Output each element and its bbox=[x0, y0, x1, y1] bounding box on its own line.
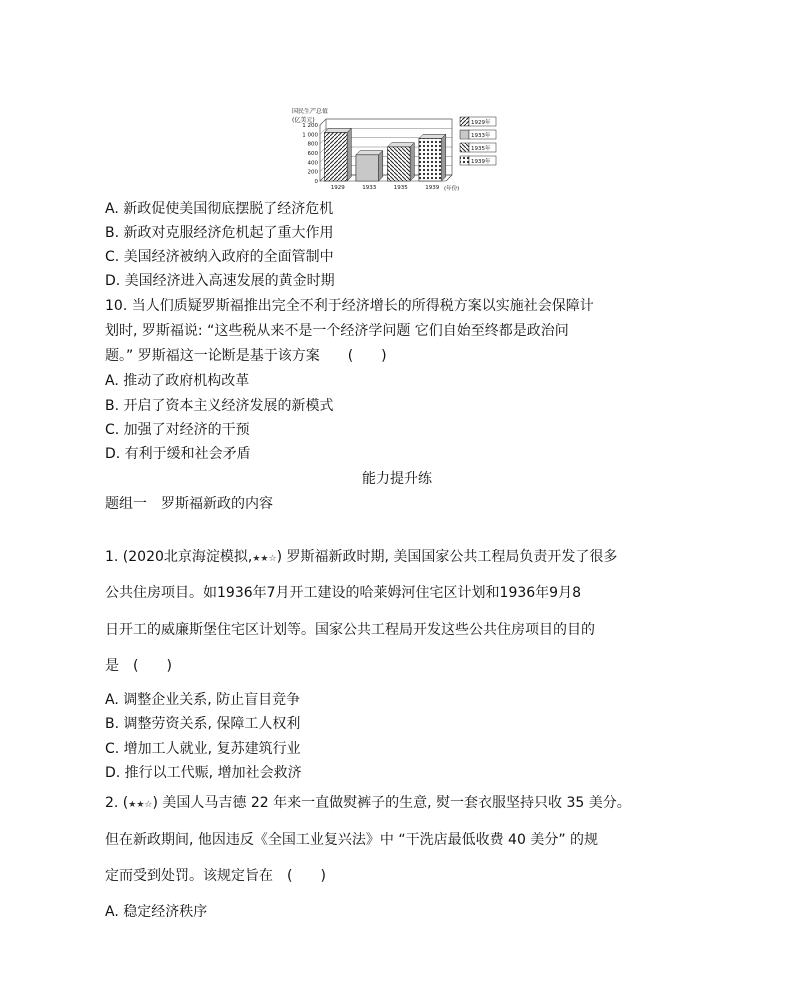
bar-front bbox=[356, 155, 379, 181]
bar-1939 bbox=[419, 134, 446, 181]
q10-option-d: D. 有利于缓和社会矛盾 bbox=[105, 446, 251, 462]
q10-stem-line-1: 10. 当人们质疑罗斯福推出完全不利于经济增长的所得税方案以实施社会保障计 bbox=[105, 298, 594, 314]
bar-side bbox=[442, 134, 446, 181]
q9-option-b: B. 新政对克服经济危机起了重大作用 bbox=[105, 225, 334, 241]
y-tick-label: 0 bbox=[314, 179, 318, 185]
bar-front bbox=[387, 147, 410, 181]
legend-label: 1939年 bbox=[471, 159, 491, 165]
bar-top bbox=[356, 151, 383, 155]
y-tick-label: 1 200 bbox=[302, 123, 318, 129]
q10-option-a: A. 推动了政府机构改革 bbox=[105, 373, 250, 389]
q2-stem-line-2: 但在新政期间, 他因违反《全国工业复兴法》中 “干洗店最低收费 40 美分” 的规 bbox=[105, 832, 599, 848]
x-tick-label: 1935 bbox=[393, 185, 408, 191]
chart-x-label: (年份) bbox=[444, 186, 460, 192]
q2-stem-text: ) 美国人马吉德 22 年来一直做熨裤子的生意, 熨一套衣服坚持只收 35 美分。 bbox=[152, 795, 631, 811]
q9-option-c: C. 美国经济被纳入政府的全面管制中 bbox=[105, 249, 334, 265]
legend-swatch bbox=[460, 156, 469, 165]
x-tick-label: 1929 bbox=[330, 185, 345, 191]
bar-side bbox=[410, 143, 414, 181]
bar-side bbox=[347, 128, 351, 181]
legend-swatch bbox=[460, 130, 469, 139]
section-title: 能力提升练 bbox=[362, 471, 432, 487]
q2-number: 2. ( bbox=[105, 795, 129, 811]
bar-1935 bbox=[387, 143, 414, 181]
legend-label: 1933年 bbox=[471, 133, 491, 139]
q1-option-d: D. 推行以工代赈, 增加社会救济 bbox=[105, 765, 302, 781]
group-title: 题组一 罗斯福新政的内容 bbox=[105, 496, 273, 512]
q10-stem-line-2: 划时, 罗斯福说: “这些税从来不是一个经济学问题 它们自始至终都是政治问 bbox=[105, 323, 569, 339]
bar-1933 bbox=[356, 151, 383, 181]
q1-stem-line-2: 公共住房项目。如1936年7月开工建设的哈莱姆河住宅区计划和1936年9月8 bbox=[105, 585, 581, 601]
q2-stem-line-3: 定而受到处罚。该规定旨在 ( ) bbox=[105, 868, 326, 884]
q1-option-b: B. 调整劳资关系, 保障工人权利 bbox=[105, 716, 301, 732]
q9-option-d: D. 美国经济进入高速发展的黄金时期 bbox=[105, 273, 335, 289]
gnp-bar-chart bbox=[286, 108, 506, 196]
q1-stem-text: ) 罗斯福新政时期, 美国国家公共工程局负责开发了很多 bbox=[276, 549, 618, 565]
q9-option-a: A. 新政促使美国彻底摆脱了经济危机 bbox=[105, 201, 334, 217]
chart-floor-edge bbox=[446, 175, 452, 181]
q1-stem-line-4: 是 ( ) bbox=[105, 658, 172, 674]
x-tick-label: 1933 bbox=[362, 185, 377, 191]
legend-swatch bbox=[460, 117, 469, 126]
y-tick-label: 800 bbox=[307, 141, 318, 148]
bar-top bbox=[387, 143, 414, 147]
q10-stem-line-3: 题。” 罗斯福这一论断是基于该方案 ( ) bbox=[105, 348, 387, 364]
q1-option-c: C. 增加工人就业, 复苏建筑行业 bbox=[105, 741, 301, 757]
q1-source: 1. (2020北京海淀模拟, bbox=[105, 549, 253, 565]
bar-top bbox=[324, 128, 351, 132]
x-tick-label: 1939 bbox=[425, 185, 440, 191]
q10-option-c: C. 加强了对经济的干预 bbox=[105, 422, 250, 438]
difficulty-star-icon: ★★☆ bbox=[252, 554, 277, 564]
q2-option-a: A. 稳定经济秩序 bbox=[105, 904, 208, 920]
q1-option-a: A. 调整企业关系, 防止盲目竞争 bbox=[105, 692, 301, 708]
y-tick-label: 200 bbox=[307, 169, 318, 176]
y-tick-label: 600 bbox=[307, 151, 318, 157]
legend-label: 1935年 bbox=[471, 146, 491, 152]
difficulty-star-icon: ★★☆ bbox=[128, 800, 153, 810]
q10-option-b: B. 开启了资本主义经济发展的新模式 bbox=[105, 398, 334, 414]
q1-stem-line-3: 日开工的威廉斯堡住宅区计划等。国家公共工程局开发这些公共住房项目的目的 bbox=[105, 622, 595, 638]
q1-stem-line-1 bbox=[105, 547, 617, 569]
legend-label: 1929年 bbox=[471, 120, 491, 126]
bar-front bbox=[419, 139, 442, 181]
y-tick-label: 400 bbox=[307, 160, 318, 167]
bar-front bbox=[324, 132, 347, 181]
q2-stem-line-1 bbox=[105, 793, 631, 815]
chart-y-unit: (亿美元) bbox=[292, 117, 315, 124]
bar-top bbox=[419, 134, 446, 138]
bar-side bbox=[379, 151, 383, 181]
y-tick-label: 1 000 bbox=[302, 132, 318, 139]
chart-title: 国民生产总值 bbox=[292, 108, 329, 115]
legend-swatch bbox=[460, 143, 469, 152]
bar-1929 bbox=[324, 128, 351, 181]
